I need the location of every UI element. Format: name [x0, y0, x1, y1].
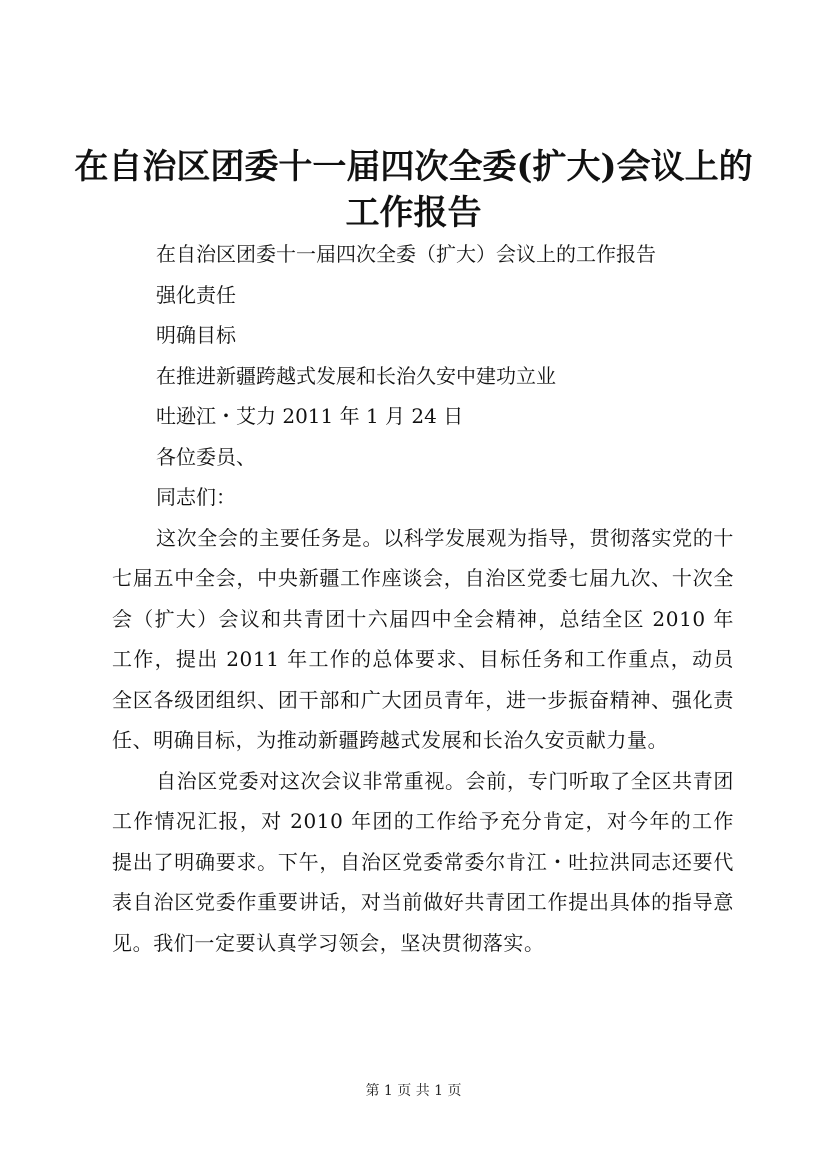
- page-footer: 第 1 页 共 1 页: [365, 1083, 462, 1099]
- body-paragraph: 这次全会的主要任务是。以科学发展观为指导，贯彻落实党的十七届五中全会，中央新疆工作座谈会，自治区党委七届九次、十次全会（扩大）会议和共青团十六届四中全会精神，总结全区 2010 年工作，提出 2011 年工作的总体要求、目标任务和工作重点，动员全区各级团组织、团干部和广大团员青年，进一步振奋精神、强化责任、明确目标，为推动新疆跨越式发展和长治久安贡献力量。: [112, 525, 734, 752]
- salutation-line: 各位委员、: [156, 444, 256, 469]
- subtitle-line: 明确目标: [156, 323, 236, 347]
- body-paragraph: 自治区党委对这次会议非常重视。会前，专门听取了全区共青团工作情况汇报，对 2010 年团的工作给予充分肯定，对今年的工作提出了明确要求。下午，自治区党委常委尔肯江・吐拉洪同志还要代表自治区党委作重要讲话，对当前做好共青团工作提出具体的指导意见。我们一定要认真学习领会，坚决贯彻落实。: [112, 768, 734, 955]
- salutation-line: 同志们：: [156, 485, 236, 509]
- document-body: [112, 234, 734, 963]
- document-title: 在自治区团委十一届四次全委(扩大)会议上的工作报告: [74, 147, 753, 233]
- subtitle-line: 在自治区团委十一届四次全委（扩大）会议上的工作报告: [156, 242, 656, 266]
- subtitle-line: 在推进新疆跨越式发展和长治久安中建功立业: [156, 363, 556, 388]
- subtitle-line: 强化责任: [156, 282, 236, 307]
- author-date-line: 吐逊江・艾力 2011 年 1 月 24 日: [156, 404, 464, 428]
